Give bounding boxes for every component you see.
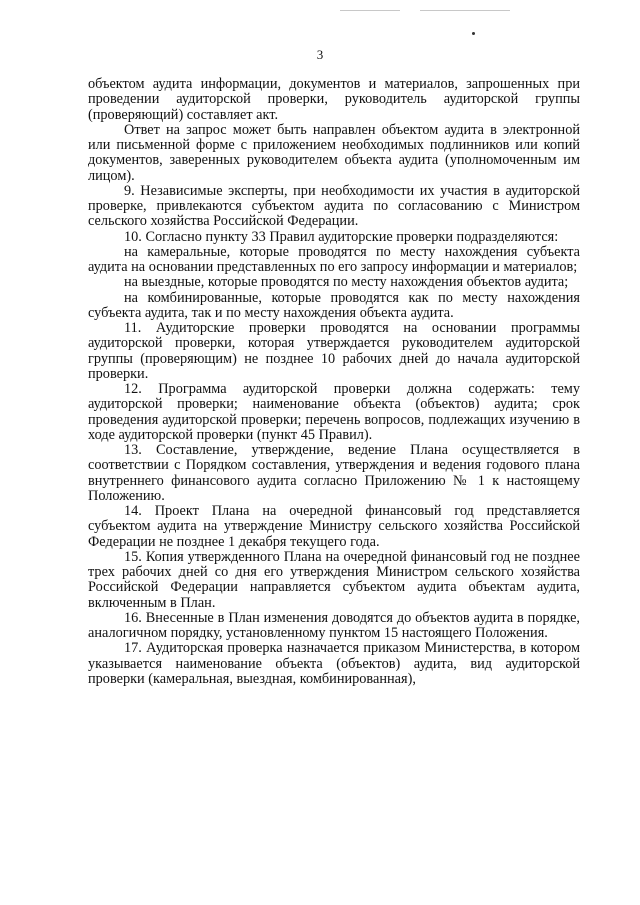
- paragraph: 13. Составление, утверждение, ведение Плана осуществляется в соответствии с Порядком составления, утверждения и ведения годового плана внутреннего финансового аудита согласно Приложению № 1 к настоящему Положению.: [88, 442, 580, 504]
- paragraph: Ответ на запрос может быть направлен объектом аудита в электронной или письменной форме с приложением необходимых подлинников или копий документов, заверенных руководителем объекта аудита (уполномоченным им лицом).: [88, 121, 580, 184]
- paragraph: 14. Проект Плана на очередной финансовый год представляется субъектом аудита на утверждение Министру сельского хозяйства Российской Федерации не позднее 1 декабря текущего года.: [88, 503, 580, 550]
- paragraph: на комбинированные, которые проводятся как по месту нахождения субъекта аудита, так и по месту нахождения объекта аудита.: [88, 289, 580, 321]
- scan-speck: [472, 32, 475, 35]
- paragraph: 9. Независимые эксперты, при необходимости их участия в аудиторской проверке, привлекаются субъектом аудита по согласованию с Министром сельского хозяйства Российской Федерации.: [88, 182, 580, 230]
- paragraph: 17. Аудиторская проверка назначается приказом Министерства, в котором указывается наименование объекта (объектов) аудита, вид аудиторской проверки (камеральная, выездная, комбинированная),: [88, 640, 580, 687]
- paragraph: 16. Внесенные в План изменения доводятся до объектов аудита в порядке, аналогичном порядку, установленному пунктом 15 настоящего Положения.: [88, 609, 580, 641]
- paragraph: 10. Согласно пункту 33 Правил аудиторские проверки подразделяются:: [124, 228, 559, 245]
- paragraph: 12. Программа аудиторской проверки должна содержать: тему аудиторской проверки; наименование объекта (объектов) аудита; срок проведения аудиторской проверки; перечень вопросов, подлежащих изучению в ходе аудиторской проверки (пункт 45 Правил).: [88, 381, 580, 443]
- page-number: 3: [316, 47, 324, 62]
- paragraph: на выездные, которые проводятся по месту нахождения объектов аудита;: [124, 274, 569, 291]
- scan-artifact: [420, 10, 510, 11]
- paragraph: 11. Аудиторские проверки проводятся на основании программы аудиторской проверки, которая утверждается руководителем аудиторской группы (проверяющим) не позднее 10 рабочих дней до начала аудиторской проверки.: [88, 320, 580, 382]
- paragraph: на камеральные, которые проводятся по месту нахождения субъекта аудита на основании представленных по его запросу информации и материалов;: [88, 243, 580, 275]
- paragraph: 15. Копия утвержденного Плана на очередной финансовый год не позднее трех рабочих дней со дня его утверждения Министром сельского хозяйства Российской Федерации направляется субъектом аудита объектам аудита, включенным в План.: [88, 548, 580, 611]
- scan-artifact: [340, 10, 400, 11]
- paragraph: объектом аудита информации, документов и материалов, запрошенных при проведении аудиторской проверки, руководитель аудиторской группы (проверяющий) составляет акт.: [88, 76, 580, 123]
- document-body: [88, 77, 580, 687]
